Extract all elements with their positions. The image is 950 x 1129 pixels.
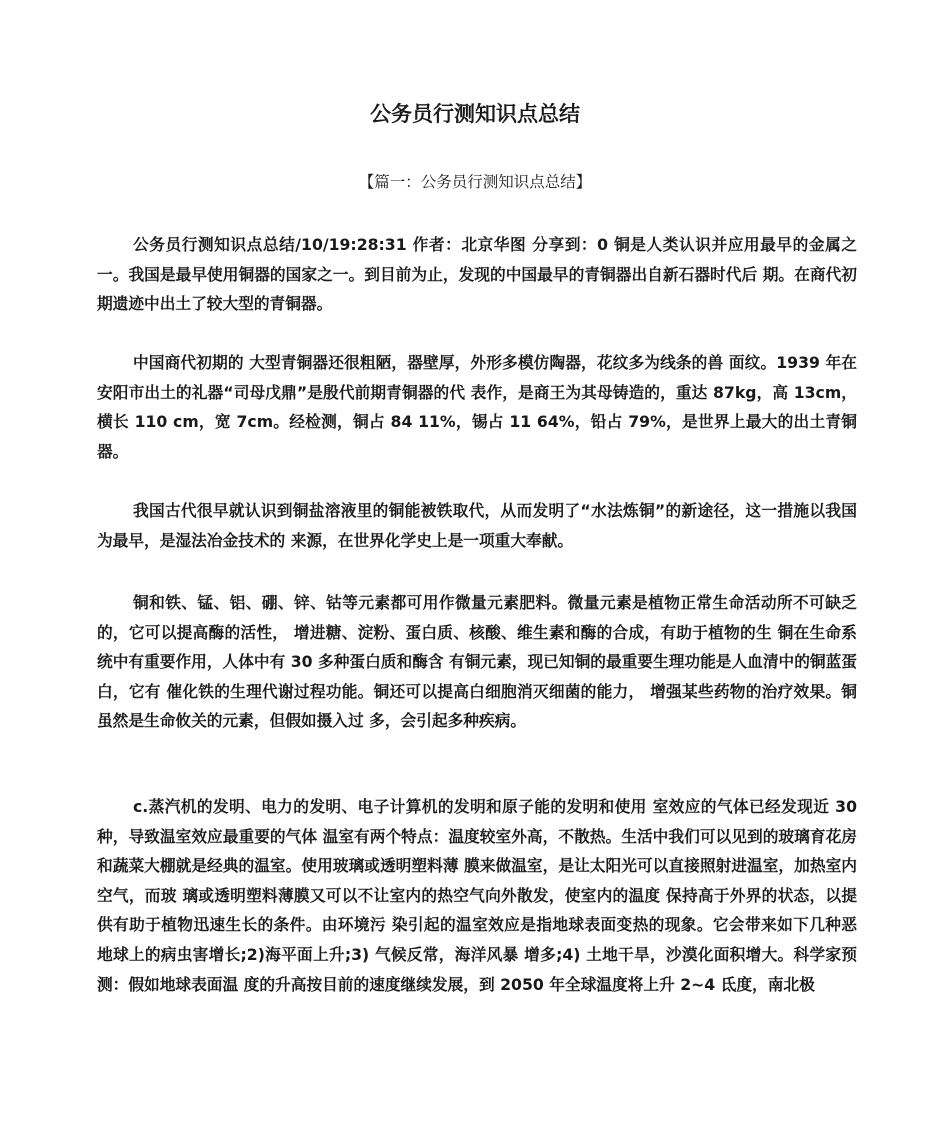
section-heading: 【篇一：公务员行测知识点总结】 [358,173,592,191]
paragraph: 中国商代初期的 大型青铜器还很粗陋，器壁厚，外形多模仿陶器，花纹多为线条的兽 面纹。1939 年在安阳市出土的礼器“司母戊鼎”是殷代前期青铜器的代 表作，是商王为其母铸造的，重达 87kg，高 13cm，横长 110 cm，宽 7cm。经检测，铜占 84 11%，锡占 11 64%，铅占 79%，是世界上最大的出土青铜器。 [97,353,857,461]
paragraph: c.蒸汽机的发明、电力的发明、电子计算机的发明和原子能的发明和使用 室效应的气体已经发现近 30 种，导致温室效应最重要的气体 温室有两个特点：温度较室外高，不散热。生活中我们可以见到的玻璃育花房和蔬菜大棚就是经典的温室。使用玻璃或透明塑料薄 膜来做温室，是让太阳光可以直接照射进温室，加热室内空气，而玻 璃或透明塑料薄膜又可以不让室内的热空气向外散发，使室内的温度 保持高于外界的状态，以提供有助于植物迅速生长的条件。由环境污 染引起的温室效应是指地球表面变热的现象。它会带来如下几种恶 地球上的病虫害增长;2)海平面上升;3) 气候反常，海洋风暴 增多;4) 土地干旱，沙漠化面积增大。科学家预测：假如地球表面温 度的升高按目前的速度继续发展，到 2050 年全球温度将上升 2~4 氐度，南北极 [97,797,857,994]
paragraph: 我国古代很早就认识到铜盐溶液里的铜能被铁取代，从而发明了“水法炼铜”的新途径，这一措施以我国为最早，是湿法冶金技术的 来源，在世界化学史上是一项重大奉献。 [97,501,857,550]
page-title: 公务员行测知识点总结 [370,102,580,126]
paragraph: 公务员行测知识点总结/10/19:28:31 作者：北京华图 分享到：0 铜是人类认识并应用最早的金属之一。我国是最早使用铜器的国家之一。到目前为止，发现的中国最早的青铜器出自新石器时代后 期。在商代初期遗迹中出土了较大型的青铜器。 [97,235,857,314]
paragraph: 铜和铁、锰、铝、硼、锌、钴等元素都可用作微量元素肥料。微量元素是植物正常生命活动所不可缺乏的，它可以提高酶的活性， 增进糖、淀粉、蛋白质、核酸、维生素和酶的合成，有助于植物的生 铜在生命系统中有重要作用，人体中有 30 多种蛋白质和酶含 有铜元素，现已知铜的最重要生理功能是人血清中的铜蓝蛋白，它有 催化铁的生理代谢过程功能。铜还可以提高白细胞消灭细菌的能力， 增强某些药物的治疗效果。铜虽然是生命攸关的元素，但假如摄入过 多，会引起多种疾病。 [97,593,857,731]
